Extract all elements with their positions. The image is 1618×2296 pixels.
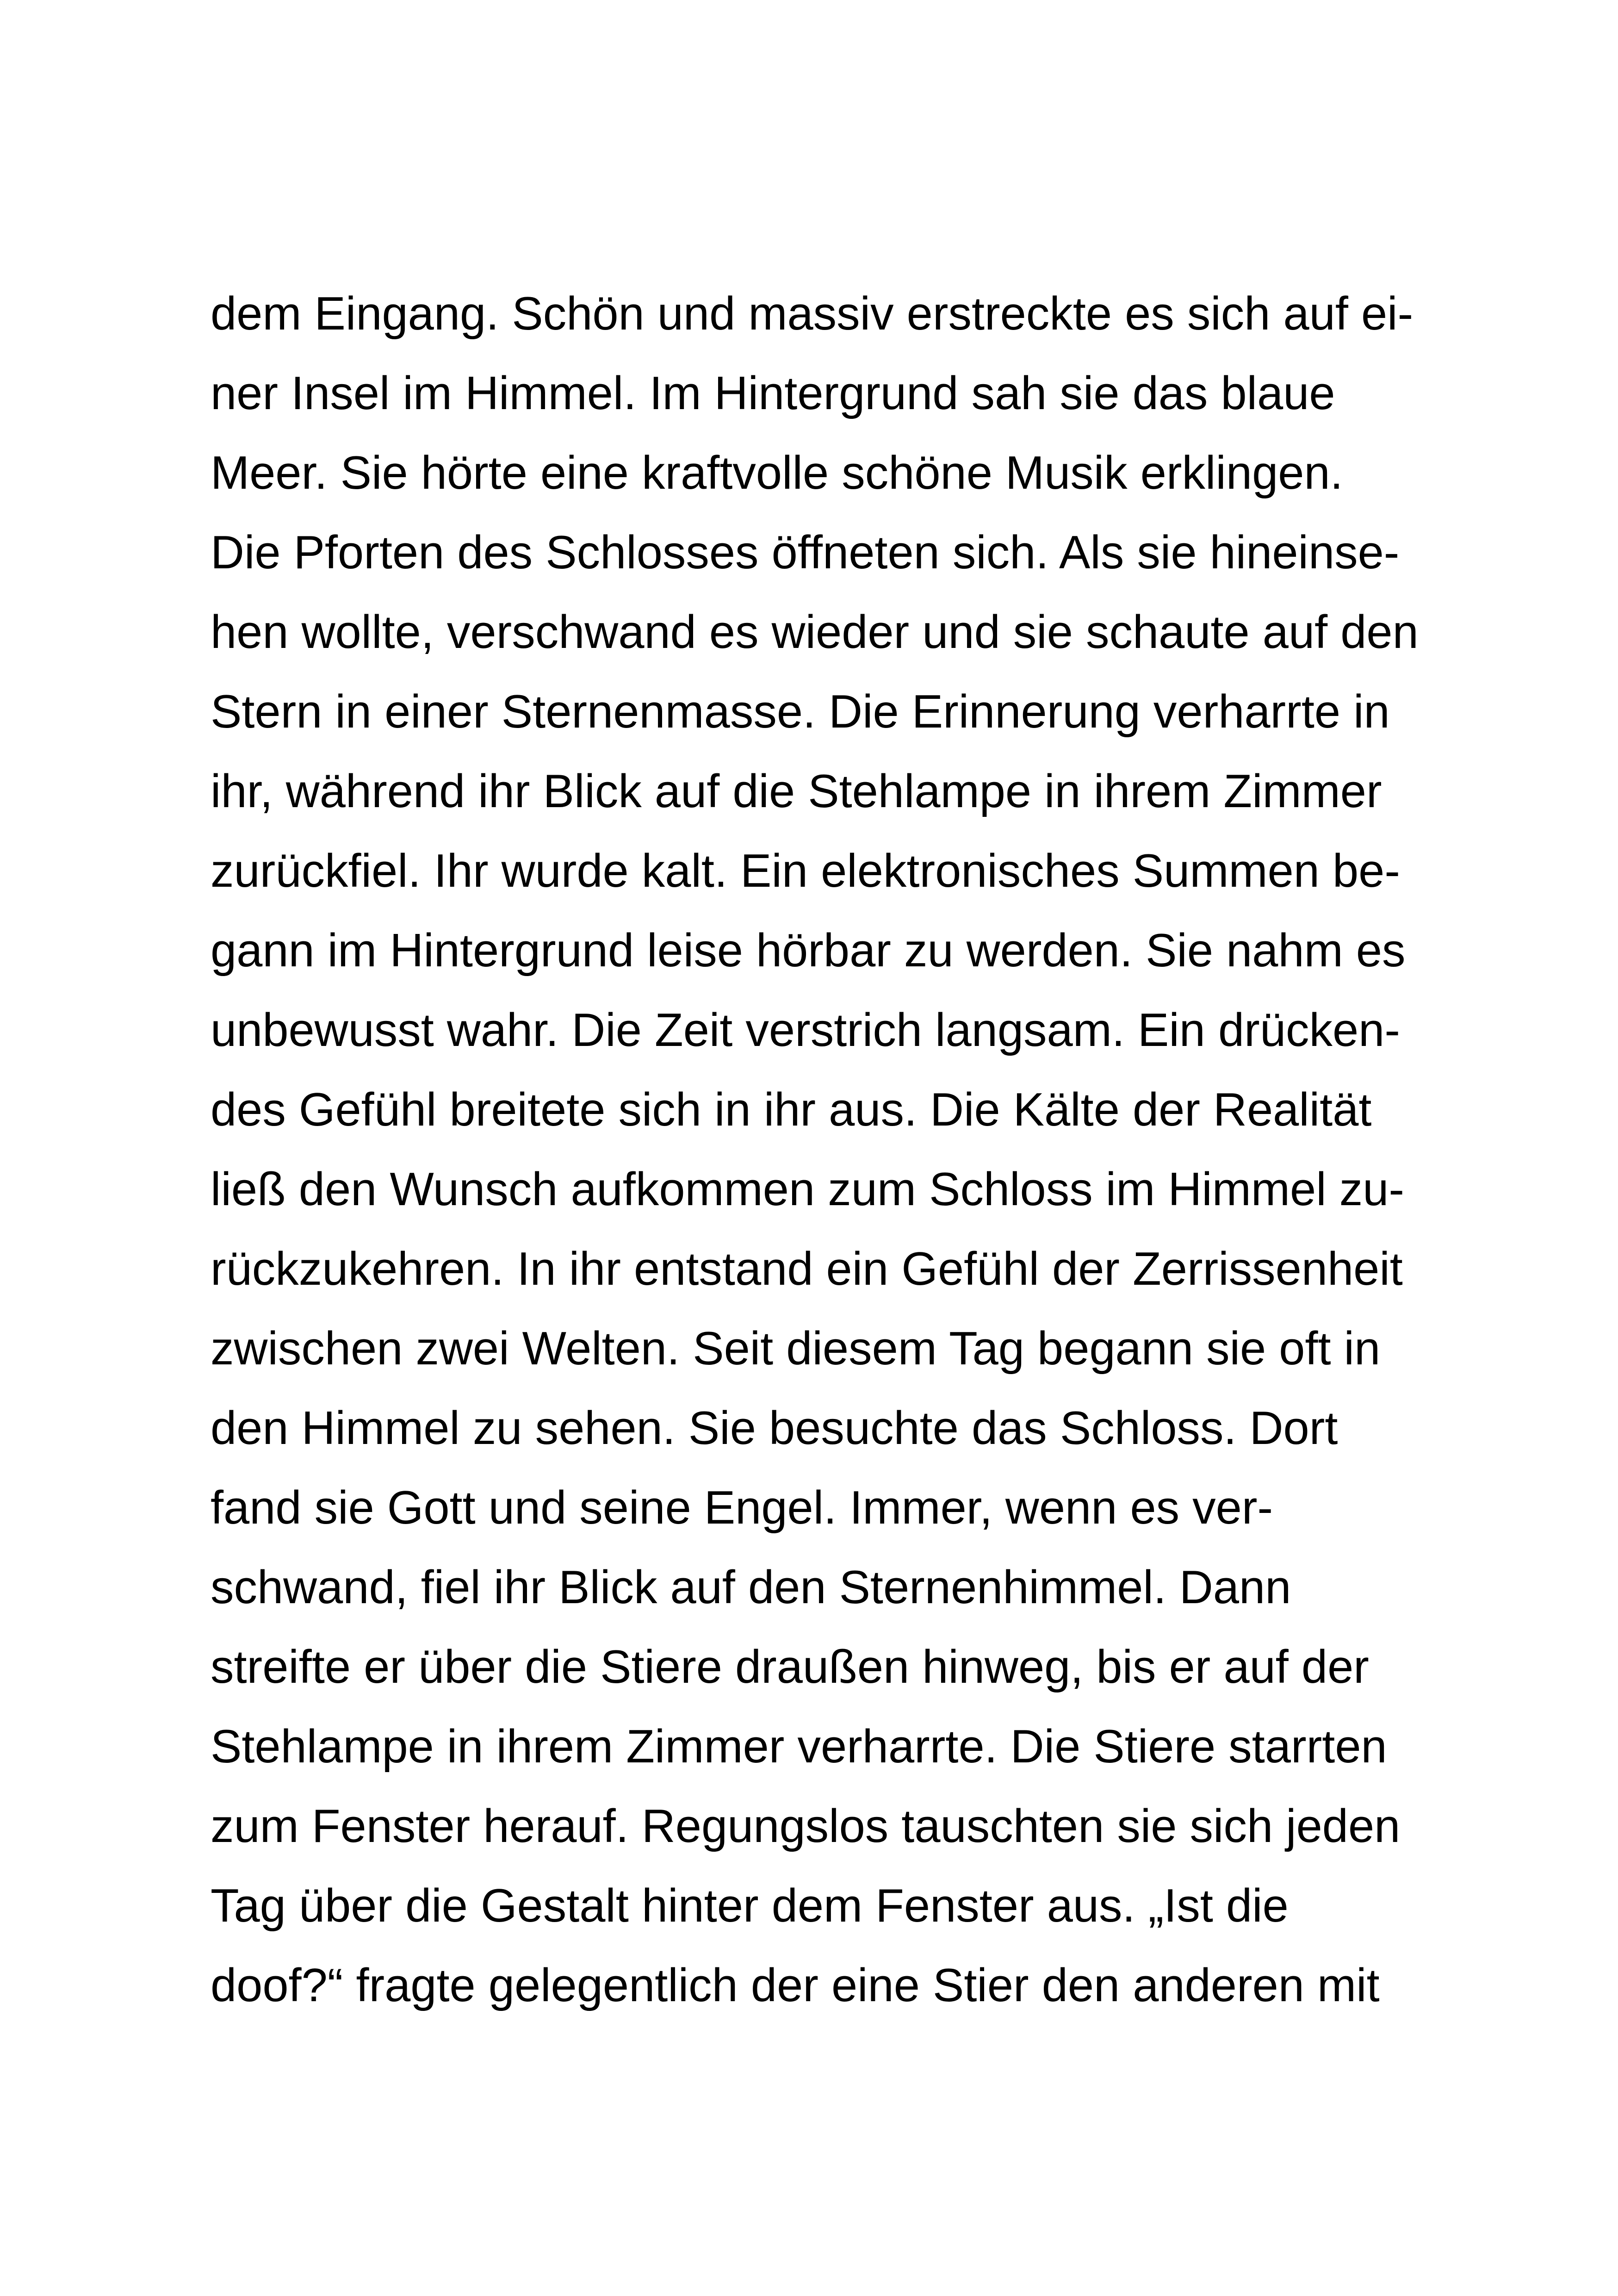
text-line: Meer. Sie hörte eine kraftvolle schöne Musik erklingen. bbox=[211, 447, 1343, 499]
text-line: Stern in einer Sternenmasse. Die Erinnerung verharrte in bbox=[211, 686, 1390, 738]
text-line: des Gefühl breitete sich in ihr aus. Die Kälte der Realität bbox=[211, 1084, 1372, 1136]
text-line: unbewusst wahr. Die Zeit verstrich langsam. Ein drücken- bbox=[211, 1004, 1400, 1056]
text-line: hen wollte, verschwand es wieder und sie schaute auf den bbox=[211, 606, 1419, 658]
text-line: schwand, fiel ihr Blick auf den Sternenhimmel. Dann bbox=[211, 1562, 1291, 1613]
text-line: Tag über die Gestalt hinter dem Fenster aus. „Ist die bbox=[211, 1880, 1289, 1932]
text-line: fand sie Gott und seine Engel. Immer, wenn es ver- bbox=[211, 1482, 1273, 1534]
text-line: doof?“ fragte gelegentlich der eine Stier den anderen mit bbox=[211, 1960, 1380, 2011]
text-line: ließ den Wunsch aufkommen zum Schloss im Himmel zu- bbox=[211, 1164, 1405, 1215]
text-line: zum Fenster herauf. Regungslos tauschten sie sich jeden bbox=[211, 1800, 1401, 1852]
text-line: ihr, während ihr Blick auf die Stehlampe in ihrem Zimmer bbox=[211, 765, 1382, 817]
text-line: den Himmel zu sehen. Sie besuchte das Schloss. Dort bbox=[211, 1402, 1338, 1454]
text-line: zwischen zwei Welten. Seit diesem Tag begann sie oft in bbox=[211, 1323, 1381, 1375]
text-line: rückzukehren. In ihr entstand ein Gefühl der Zerrissenheit bbox=[211, 1243, 1403, 1295]
body-text bbox=[211, 274, 1460, 2025]
text-line: Die Pforten des Schlosses öffneten sich. Als sie hineinse- bbox=[211, 527, 1400, 579]
text-line: streifte er über die Stiere draußen hinweg, bis er auf der bbox=[211, 1641, 1369, 1693]
text-line: zurückfiel. Ihr wurde kalt. Ein elektronisches Summen be- bbox=[211, 845, 1400, 897]
text-line: Stehlampe in ihrem Zimmer verharrte. Die Stiere starrten bbox=[211, 1721, 1387, 1773]
text-line: ner Insel im Himmel. Im Hintergrund sah sie das blaue bbox=[211, 367, 1335, 419]
text-line: gann im Hintergrund leise hörbar zu werden. Sie nahm es bbox=[211, 925, 1406, 977]
text-line: dem Eingang. Schön und massiv erstreckte es sich auf ei- bbox=[211, 288, 1413, 340]
